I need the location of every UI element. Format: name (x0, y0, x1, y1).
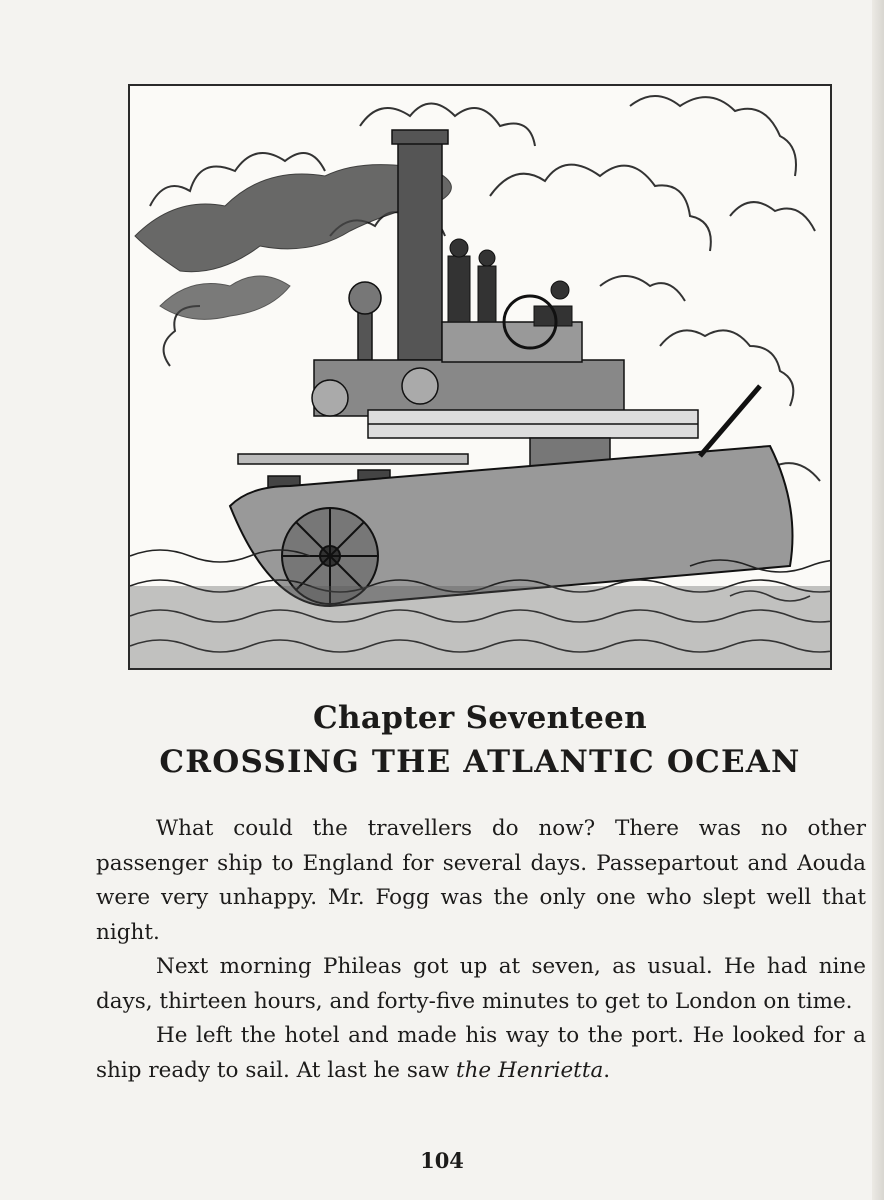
ship-name: the Henrietta (455, 1057, 604, 1083)
page-number: 104 (420, 1148, 464, 1173)
paragraph-3 (96, 1019, 866, 1088)
steamship-illustration (128, 84, 832, 670)
chapter-label: Chapter Seventeen (313, 700, 647, 736)
chapter-body (96, 812, 866, 1088)
paragraph-2: Next morning Phileas got up at seven, as usual. He had nine days, thirteen hours, and forty-five minutes to get to London on time. (96, 954, 866, 1014)
paragraph-3-end: . (603, 1057, 611, 1083)
chapter-title: CROSSING THE ATLANTIC OCEAN (159, 744, 801, 780)
page-edge (872, 0, 884, 1200)
paragraph-3-text: He left the hotel and made his way to the port. He looked for a ship ready to sail. At last he saw (96, 1023, 866, 1083)
paragraph-1: What could the travellers do now? There was no other passenger ship to England for several days. Passepartout and Aouda were very unhappy. Mr. Fogg was the only one who slept well that night. (96, 816, 866, 945)
